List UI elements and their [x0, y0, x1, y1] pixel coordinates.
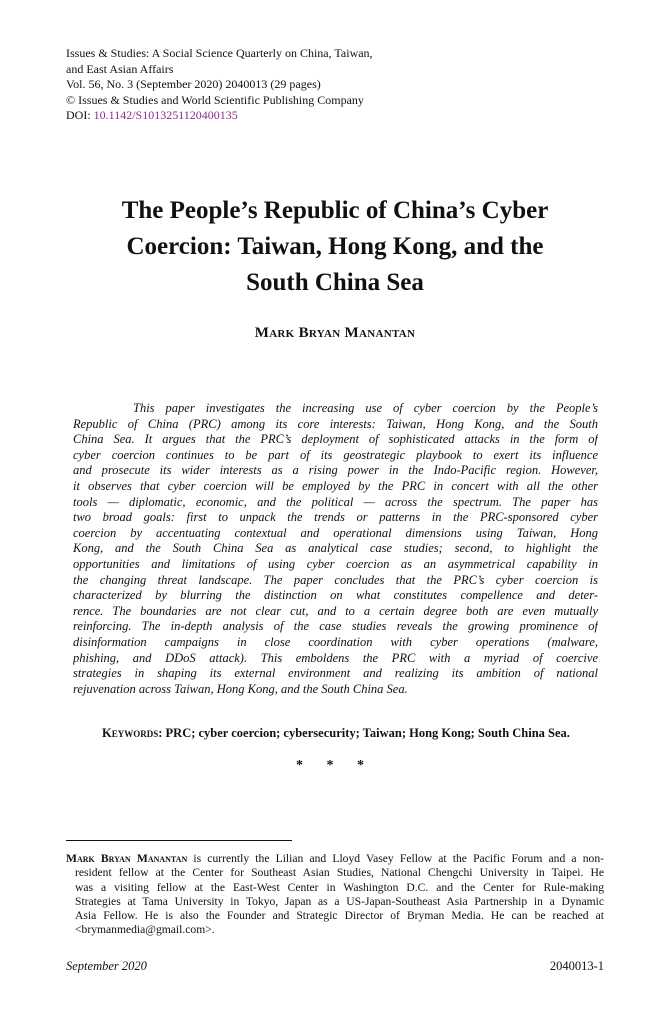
journal-volume: Vol. 56, No. 3 (September 2020) 2040013 (29 pages) — [66, 77, 321, 91]
footnote-rule — [66, 840, 292, 841]
abstract-line: the changing threat landscape. The paper concludes that the PRC’s cyber coercion is — [73, 572, 598, 587]
title-line-3: South China Sea — [246, 269, 424, 296]
abstract-line: opportunities and limitations of using cyber coercion as an asymmetrical capability in — [73, 556, 598, 571]
section-separator: * * * — [296, 758, 374, 773]
doi-link[interactable]: 10.1142/S1013251120400135 — [93, 108, 238, 122]
abstract-line: China Sea. It argues that the PRC’s deployment of sophisticated attacks in the form of — [73, 432, 598, 447]
author-name: Mark Bryan Manantan — [254, 325, 416, 341]
journal-doi — [66, 108, 586, 124]
paper-title — [60, 193, 610, 301]
footnote-line: resident fellow at the Center for Southeast Asian Studies, National Chengchi University in Taipei. He — [75, 866, 604, 880]
footnote-line: Asia Fellow. He is also the Founder and Strategic Director of Bryman Media. He can be reached at — [75, 909, 604, 923]
abstract-line: reinforcing. The in-depth analysis of the case studies reveals the growing prominence of — [73, 619, 598, 634]
journal-name-line2: and East Asian Affairs — [66, 61, 174, 76]
footnote-line: was a visiting fellow at the East-West Center in Washington D.C. and the Center for Rule-making — [75, 880, 604, 894]
journal-header — [66, 46, 586, 124]
footnote-line: Strategies at Tama University in Tokyo, Japan as a US-Japan-Southeast Asia Partnership in a Dynamic — [75, 894, 604, 908]
abstract-line: This paper investigates the increasing use of cyber coercion by the People’s — [133, 401, 598, 415]
abstract-line: two broad goals: first to unpack the trends or patterns in the PRC-sponsored cyber — [73, 510, 598, 525]
abstract-line: coercion by accentuating contextual and operational dimensions using Taiwan, Hong — [73, 525, 598, 540]
abstract-line: disinformation campaigns in close coordination with cyber operations (malware, — [73, 634, 598, 649]
abstract-line: Republic of China (PRC) among its core interests: Taiwan, Hong Kong, and the South — [73, 416, 598, 431]
keywords-value: PRC; cyber coercion; cybersecurity; Taiwan; Hong Kong; South China Sea. — [165, 726, 570, 740]
page-number: 2040013-1 — [549, 959, 604, 973]
footnote-author-name: Mark Bryan Manantan — [66, 852, 188, 865]
author-footnote — [66, 852, 604, 938]
footer-date: September 2020 — [66, 959, 147, 973]
footnote-text: is currently the Lilian and Lloyd Vasey Fellow at the Pacific Forum and a non- — [187, 852, 604, 865]
abstract-line: it observes that cyber coercion will be employed by the PRC in concert with all the other — [73, 478, 598, 493]
abstract-line: phishing, and DDoS attack). This emboldens the PRC with a myriad of coercive — [73, 650, 598, 665]
keywords-label: Keywords: — [102, 726, 163, 740]
footnote-email: <brymanmedia@gmail.com>. — [75, 923, 215, 937]
title-line-1: The People’s Republic of China’s Cyber — [121, 197, 549, 224]
abstract-line: strategies in shaping its external environment and realizing its ambition of national — [73, 666, 598, 681]
doi-label: DOI: — [66, 108, 94, 122]
abstract-line: rence. The boundaries are not clear cut, and to a certain degree both are even mutually — [73, 603, 598, 618]
keywords — [102, 726, 570, 741]
title-line-2: Coercion: Taiwan, Hong Kong, and the — [126, 233, 544, 260]
journal-copyright: © Issues & Studies and World Scientific Publishing Company — [66, 92, 364, 107]
abstract-line: cyber coercion continues to be part of its geostrategic playbook to exert its influence — [73, 447, 598, 462]
abstract-line: rejuvenation across Taiwan, Hong Kong, and the South China Sea. — [73, 681, 408, 696]
footnote-line — [66, 852, 604, 866]
abstract-line: tools — diplomatic, economic, and the political — across the spectrum. The paper has — [73, 494, 598, 509]
abstract-line: characterized by blurring the distinction on what constitutes compellence and deter- — [73, 588, 598, 603]
journal-name-line1: Issues & Studies: A Social Science Quarterly on China, Taiwan, — [66, 46, 373, 60]
abstract-line: and prosecute its wider interests as a rising power in the Indo-Pacific region. However, — [73, 463, 598, 478]
abstract — [73, 401, 598, 697]
abstract-line: Kong, and the South China Sea as analytical case studies; second, to highlight the — [73, 541, 598, 556]
